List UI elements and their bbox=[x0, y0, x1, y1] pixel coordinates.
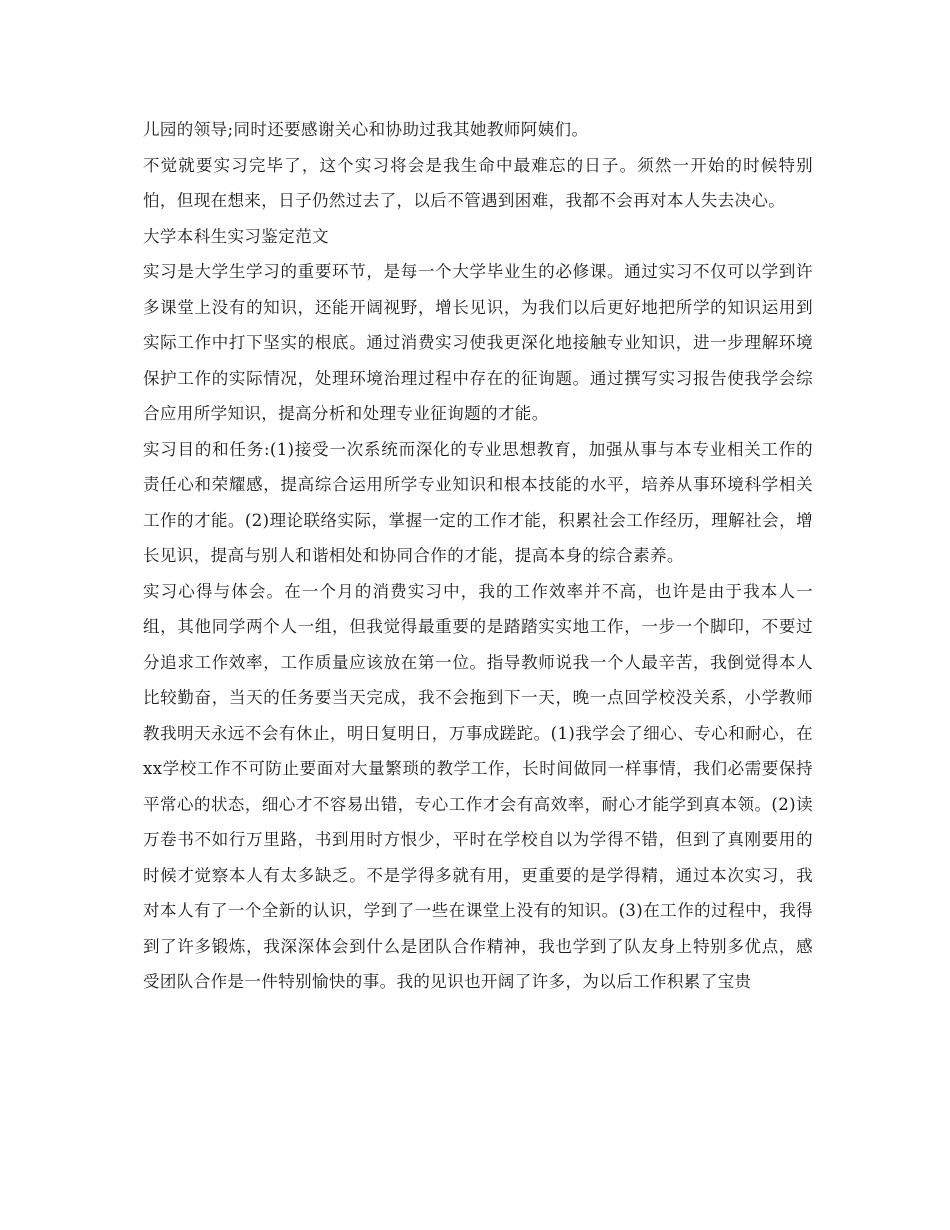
paragraph-internship-importance: 实习是大学生学习的重要环节，是每一个大学毕业生的必修课。通过实习不仅可以学到许多课堂上没有的知识，还能开阔视野，增长见识，为我们以后更好地把所学的知识运用到实际工作中打下坚实的根底。通过消费实习使我更深化地接触专业知识，进一步理解环境保护工作的实际情况，处理环境治理过程中存在的征询题。通过撰写实习报告使我学会综合应用所学知识，提高分析和处理专业征询题的才能。 bbox=[143, 262, 813, 423]
document-body bbox=[143, 112, 813, 1000]
section-heading: 大学本科生实习鉴定范文 bbox=[143, 226, 329, 246]
paragraph-kindergarten-thanks: 儿园的领导;同时还要感谢关心和协助过我其她教师阿姨们。 bbox=[143, 120, 589, 139]
paragraph-purpose-and-tasks: 实习目的和任务:(1)接受一次系统而深化的专业思想教育，加强从事与本专业相关工作的责任心和荣耀感，提高综合运用所学专业知识和根本技能的水平，培养从事环境科学相关工作的才能。(2)理论联络实际，掌握一定的工作才能，积累社会工作经历，理解社会，增长见识，提高与别人和谐相处和协同合作的才能，提高本身的综合素养。 bbox=[143, 439, 813, 565]
paragraph-experience-reflection: 实习心得与体会。在一个月的消费实习中，我的工作效率并不高，也许是由于我本人一组，其他同学两个人一组，但我觉得最重要的是踏踏实实地工作，一步一个脚印，不要过分追求工作效率，工作质量应该放在第一位。指导教师说我一个人最辛苦，我倒觉得本人比较勤奋，当天的任务要当天完成，我不会拖到下一天，晚一点回学校没关系，小学教师教我明天永远不会有休止，明日复明日，万事成蹉跎。(1)我学会了细心、专心和耐心，在xx学校工作不可防止要面对大量繁琐的教学工作，长时间做同一样事情，我们必需要保持平常心的状态，细心才不容易出错，专心工作才会有高效率，耐心才能学到真本领。(2)读万卷书不如行万里路，书到用时方恨少，平时在学校自以为学得不错，但到了真刚要用的时候才觉察本人有太多缺乏。不是学得多就有用，更重要的是学得精，通过本次实习，我对本人有了一个全新的认识，学到了一些在课堂上没有的知识。(3)在工作的过程中，我得到了许多锻炼，我深深体会到什么是团队合作精神，我也学到了队友身上特别多优点，感受团队合作是一件特别愉快的事。我的见识也开阔了许多，为以后工作积累了宝贵 bbox=[143, 581, 813, 991]
paragraph-internship-ending: 不觉就要实习完毕了，这个实习将会是我生命中最难忘的日子。须然一开始的时候特别怕，但现在想来，日子仍然过去了，以后不管遇到困难，我都不会再对本人失去决心。 bbox=[143, 155, 813, 210]
